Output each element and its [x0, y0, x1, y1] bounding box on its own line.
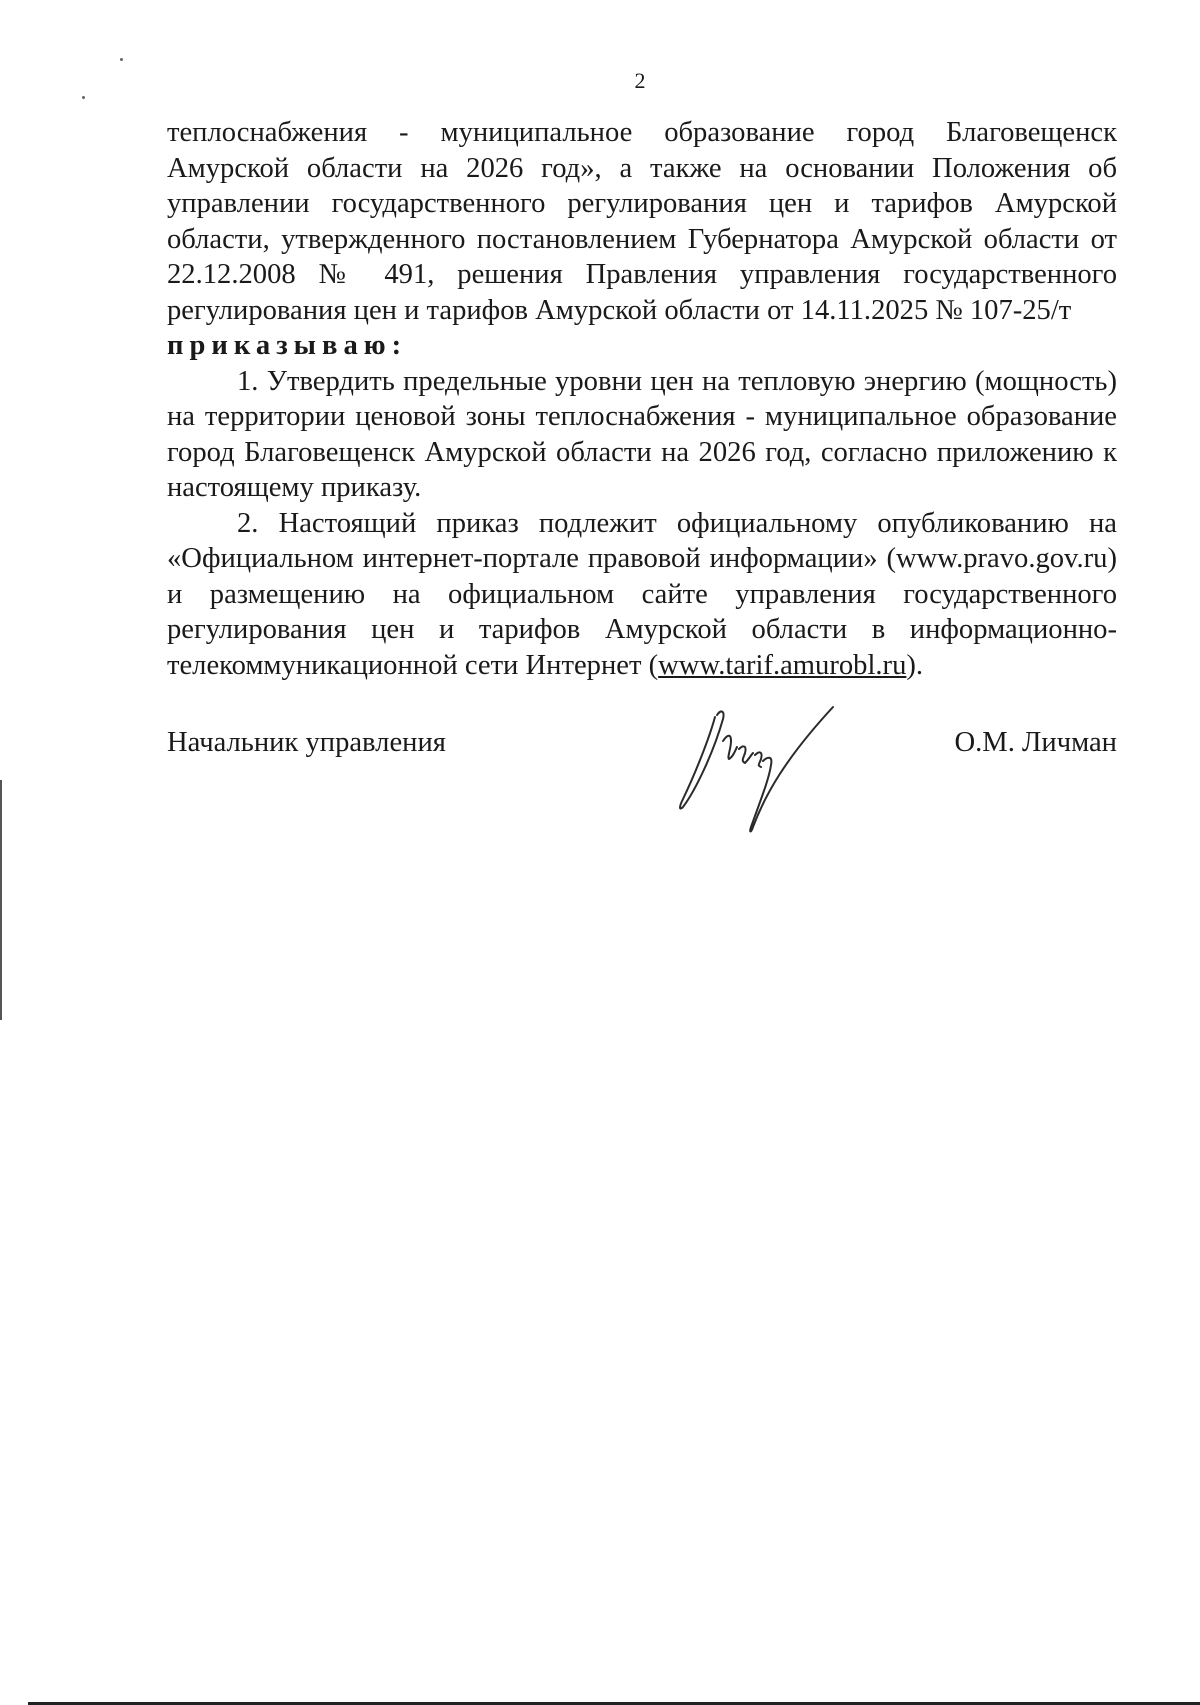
item-2-paragraph [167, 506, 1117, 684]
page-number: 2 [634, 68, 646, 93]
item-2-end: ). [906, 649, 924, 681]
signer-name: О.М. Личман [954, 727, 1117, 758]
scan-speck [82, 96, 85, 99]
continuation-paragraph: теплоснабжения - муниципальное образование город Благовещенск Амурской области на 2026 год», а также на основании Положения об управлении государственного регулирования цен и тарифов Амурской области, утвержденного постановлением Губернатора Амурской области от 22.12.2008 № 491, решения Правления управления государственного регулирования цен и тарифов Амурской области от 14.11.2025 № 107-25/т [167, 117, 1117, 326]
document-body [167, 115, 1117, 683]
tarif-link[interactable]: www.tarif.amurobl.ru [658, 649, 907, 681]
order-word-text: приказываю: [167, 330, 408, 361]
handwritten-signature [665, 699, 865, 839]
order-word [167, 328, 1117, 364]
item-1-paragraph: 1. Утвердить предельные уровни цен на тепловую энергию (мощность) на территории ценовой зоны теплоснабжения - муниципальное образование город Благовещенск Амурской области на 2026 год, согласно приложению к настоящему приказу. [167, 365, 1117, 503]
signature-block [167, 727, 1117, 847]
scan-speck [120, 58, 123, 61]
scan-edge-line [0, 780, 2, 1020]
signer-title: Начальник управления [167, 727, 446, 758]
item-2-text: 2. Настоящий приказ подлежит официальному опубликованию на «Официальном интернет-портале правовой информации» (www.pravo.gov.ru) и размещению на официальном сайте управления государственного регулирования цен и тарифов Амурской области в информационно-телекоммуникационной сети Интернет ( [167, 507, 1117, 681]
